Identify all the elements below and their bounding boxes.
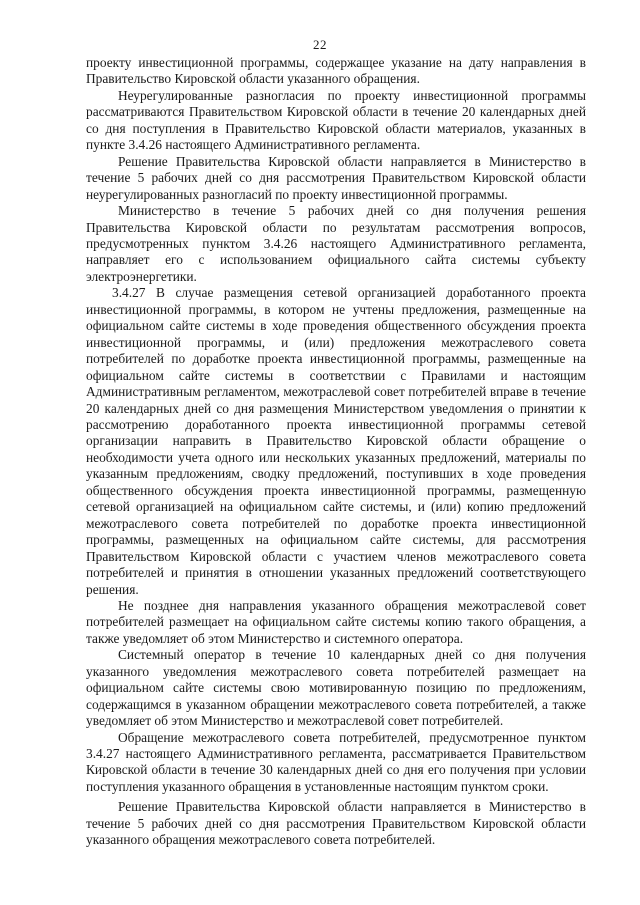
paragraph-final-decision: Решение Правительства Кировской области направляется в Министерство в течение 5 рабочих дней со дня рассмотрения Правительством Кировской области указанного обращения межотраслевого совета потребителей. [86,799,586,848]
paragraph-ministry-forwarding: Министерство в течение 5 рабочих дней со дня получения решения Правительства Кировской области по результатам рассмотрения вопросов, предусмотренных пунктом 3.4.26 настоящего Административного регламента, направляет его с использованием официального сайта системы субъекту электроэнергетики. [86,203,586,284]
page-number: 22 [313,37,327,52]
paragraph-appeal-review: Обращение межотраслевого совета потребителей, предусмотренное пунктом 3.4.27 настоящего Административного регламента, рассматривается Правительством Кировской области в течение 30 календарных дней со дня его получения при условии поступления указанного обращения в установленные настоящим пунктом сроки. [86,729,586,794]
paragraph-unresolved-disagreements: Неурегулированные разногласия по проекту инвестиционной программы рассматриваются Правительством Кировской области в течение 20 календарных дней со дня поступления в Правительство Кировской области материалов, указанных в пункте 3.4.26 настоящего Административного регламента. [86,87,586,153]
document-body [86,55,586,849]
paragraph-continuation: проекту инвестиционной программы, содержащее указание на дату направления в Правительство Кировской области указанного обращения. [86,55,586,87]
paragraph-clause-3-4-27: 3.4.27 В случае размещения сетевой организацией доработанного проекта инвестиционной программы, в котором не учтены предложения, размещенные на официальном сайте системы в ходе проведения общественного обсуждения проекта инвестиционной программы, и (или) предложения межотраслевого совета потребителей по доработке проекта инвестиционной программы, размещенные на официальном сайте системы в соответствии с Правилами и настоящим Административным регламентом, межотраслевой совет потребителей вправе в течение 20 календарных дней со дня размещения Министерством уведомления о принятии к рассмотрению доработанного проекта инвестиционной программы сетевой организации направить в Правительство Кировской области обращение о необходимости учета одного или нескольких указанных предложений, материалы по указанным предложениям, сводку предложений, поступивших в ходе проведения общественного обсуждения проекта инвестиционной программы, размещенную сетевой организацией на официальном сайте системы, и (или) копию предложений межотраслевого совета потребителей по доработке проекта инвестиционной программы, размещенных на официальном сайте системы, для рассмотрения Правительством Кировской области с участием членов межотраслевого совета потребителей и принятия в отношении указанных предложений соответствующего решения. [86,285,586,597]
paragraph-government-decision: Решение Правительства Кировской области направляется в Министерство в течение 5 рабочих дней со дня рассмотрения Правительством Кировской области неурегулированных разногласий по проекту инвестиционной программы. [86,153,586,202]
paragraph-council-publication: Не позднее дня направления указанного обращения межотраслевой совет потребителей размещает на официальном сайте системы копию такого обращения, а также уведомляет об этом Министерство и системного оператора. [86,597,586,646]
paragraph-system-operator: Системный оператор в течение 10 календарных дней со дня получения указанного уведомления межотраслевого совета потребителей размещает на официальном сайте системы свою мотивированную позицию по предложениям, содержащимся в указанном обращении межотраслевого совета потребителей, а также уведомляет об этом Министерство и межотраслевой совет потребителей. [86,647,586,729]
